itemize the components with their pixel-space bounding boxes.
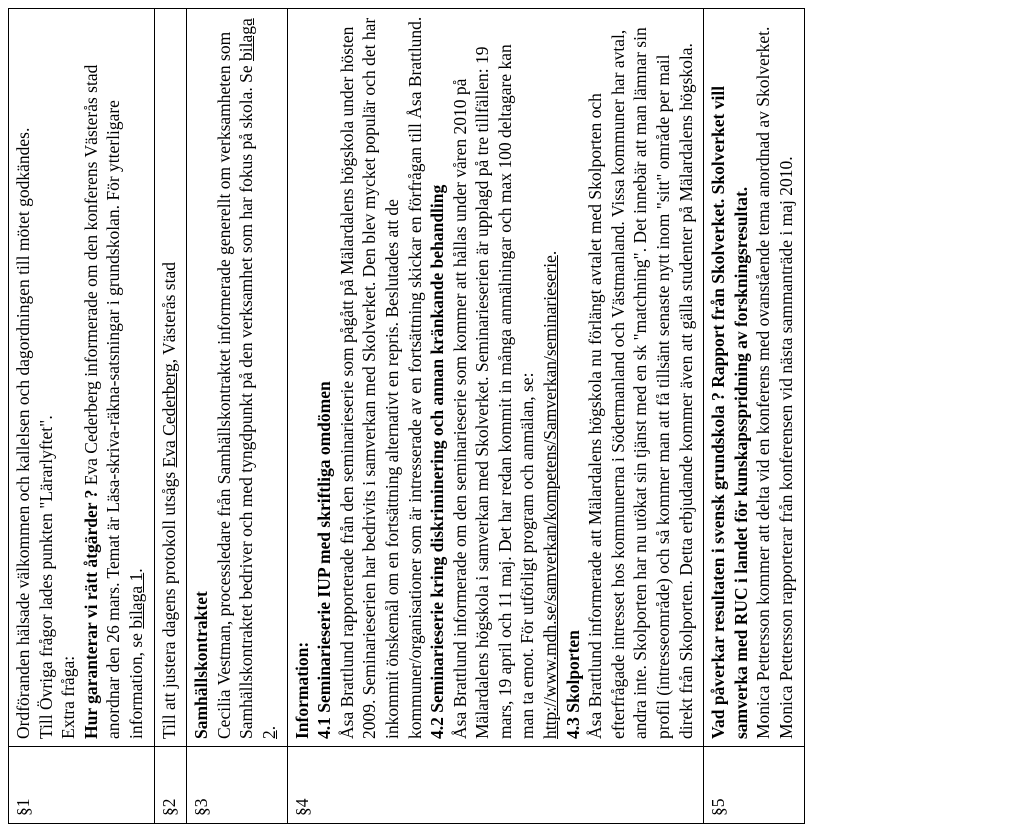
section-body: [287, 9, 704, 747]
section-heading: Samhällskontraktet: [191, 591, 212, 739]
section-paragraph: Monica Pettersson kommer att delta vid en konferens med ovanstående tema anordnad av Skolverket. Monica Pettersson rapporterar från konferensen vid nästa sammanträde i maj 2010.: [753, 26, 796, 739]
section-heading: Information:: [291, 641, 312, 739]
extra-question-label: Extra fråga:: [58, 655, 79, 739]
seminar-link[interactable]: http://www.mdh.se/samverkan/kompetens/Samverkan/seminarieserie: [540, 255, 561, 739]
extra-question-text: Eva Cederberg informerade om den konferens Västerås stad anordnar den 26 mars. Temat är Läsa-skriva-räkna-satsningar i grundskolan. För ytterligare information, se: [80, 64, 146, 739]
subsection-text-4-2: Åsa Brattlund informerade om den seminarieserie som kommer att hållas under våren 2010 på Mälardalens högskola i samverkan med Skolverket. Seminarieserien är upplagd på tre tillfällen: 19 mars, 19 april och 11 maj. Det har redan kommit in många anmälningar och max 100 deltagare kan man ta emot. För utförligt program och anmälan, se: http://www.mdh.se/samverkan/kompetens/Samverkan/seminarieserie.: [449, 44, 561, 739]
adjuster-name: Eva Cederberg: [158, 363, 179, 468]
other-questions-line: Till Övriga frågor lades punkten "Lärarlyftet".: [35, 415, 56, 739]
section-number: §5: [704, 747, 804, 824]
subsection-heading-4-2: 4.2 Seminarieserie kring diskriminering och annan kränkande behandling: [427, 184, 448, 739]
section-row-2: [154, 9, 187, 824]
adjuster-line: Till att justera dagens protokoll utsågs Eva Cederberg, Västerås stad: [158, 262, 179, 739]
section-body: [9, 9, 155, 747]
extra-question-paragraph: Hur garanterar vi rätt åtgärder ? Eva Cederberg informerade om den konferens Västerås stad anordnar den 26 mars. Temat är Läsa-skriva-räkna-satsningar i grundskolan. För ytterligare information, se bilaga 1.: [80, 64, 146, 739]
section-number: §1: [9, 747, 155, 824]
subsection-text-4-3: Åsa Brattlund informerade att Mälardalens högskola nu förlängt avtalet med Skolporten och efterfrågade intresset hos kommunerna i Södermanland och Västmanland. Vissa kommuner har avtal, andra inte. Skolporten har nu utökat sin tjänst med en sk "matchning". Det innebär att man lämnar sin profil (intresseområde) och så kommer man att få tillsänt senaste nytt inom "sitt" område per mail direkt från Skolporten. Detta erbjudande kommer även att gälla studenter på Mälardalens högskola.: [585, 27, 696, 739]
section-body: [187, 9, 287, 747]
section-number: §3: [187, 747, 287, 824]
section-row-4: [287, 9, 704, 824]
subsection-text-4-1: Åsa Brattlund rapporterade från den seminarieserie som pågått på Mälardalens högskola under hösten 2009. Seminarieserien har bedrivits i samverkan med Skolverket. Den blev mycket populär och det har inkommit önskemål om en fortsättning alternativt en repris. Beslutades att de kommuner/organisationer som är intresserade av en fortsättning skickar en förfrågan till Åsa Brattlund.: [336, 16, 425, 739]
opening-line: Ordföranden hälsade välkommen och kallelsen och dagordningen till mötet godkändes.: [13, 127, 33, 739]
subsection-heading-4-1: 4.1 Seminarieserie IUP med skriftliga omdömen: [314, 381, 335, 739]
section-body: [154, 9, 187, 747]
section-body: [704, 9, 804, 747]
section-row-3: [187, 9, 287, 824]
section-heading: Vad påverkar resultaten i svensk grundskola ? Rapport från Skolverket. Skolverket vill samverka med RUC i landet för kunskapsspridning av forskningsresultat.: [708, 85, 751, 739]
attachment-link-2[interactable]: bilaga 2: [236, 18, 279, 739]
section-number: §4: [287, 747, 704, 824]
subsection-heading-4-3: 4.3 Skolporten: [562, 630, 583, 739]
section-row-5: [704, 9, 804, 824]
section-number: §2: [154, 747, 187, 824]
extra-question-heading: Hur garanterar vi rätt åtgärder ?: [80, 489, 101, 739]
section-row-1: [9, 9, 155, 824]
attachment-link-1[interactable]: bilaga 1: [125, 572, 146, 629]
section-paragraph: Cecilia Vestman, processledare från Samhällskontraktet informerade generellt om verksamheten som Samhällskontraktet bedriver och med tyngdpunkt på den verksamhet som har fokus på skola. Se bilaga 2.: [213, 18, 279, 739]
minutes-table: [8, 8, 805, 824]
